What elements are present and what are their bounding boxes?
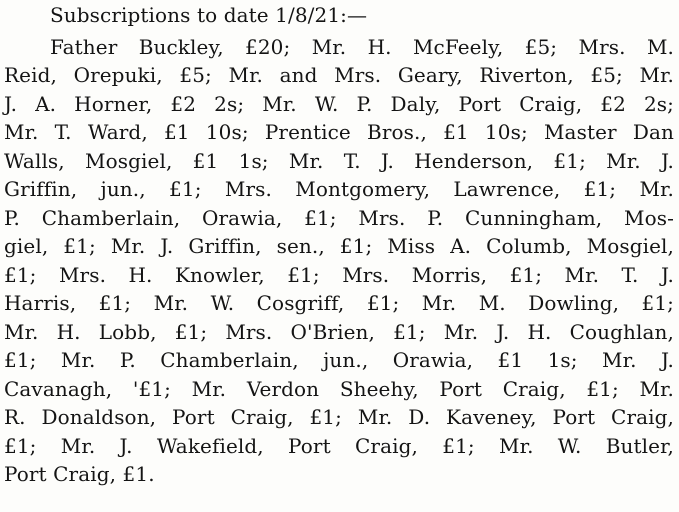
text-line: Cavanagh, '£1; Mr. Verdon Sheehy, Port Craig, £1; Mr. — [4, 377, 674, 401]
text-line: £1; Mr. J. Wakefield, Port Craig, £1; Mr. W. Butler, — [4, 434, 674, 458]
text-line: Father Buckley, £20; Mr. H. McFeely, £5; Mrs. M. — [50, 35, 674, 59]
text-line: £1; Mrs. H. Knowler, £1; Mrs. Morris, £1; Mr. T. J. — [4, 263, 674, 287]
text-line: P. Chamberlain, Orawia, £1; Mrs. P. Cunningham, Mos- — [4, 206, 674, 230]
text-line: Walls, Mosgiel, £1 1s; Mr. T. J. Henderson, £1; Mr. J. — [4, 149, 674, 173]
text-line: giel, £1; Mr. J. Griffin, sen., £1; Miss A. Columb, Mosgiel, — [4, 234, 674, 258]
text-line: Griffin, jun., £1; Mrs. Montgomery, Lawrence, £1; Mr. — [4, 177, 674, 201]
subscriptions-heading: Subscriptions to date 1/8/21:— — [50, 3, 368, 27]
text-line-last: Port Craig, £1. — [4, 462, 155, 486]
text-line: R. Donaldson, Port Craig, £1; Mr. D. Kaveney, Port Craig, — [4, 405, 674, 429]
text-line: J. A. Horner, £2 2s; Mr. W. P. Daly, Port Craig, £2 2s; — [4, 92, 674, 116]
text-line: Mr. T. Ward, £1 10s; Prentice Bros., £1 10s; Master Dan — [4, 120, 674, 144]
text-line: £1; Mr. P. Chamberlain, jun., Orawia, £1 1s; Mr. J. — [4, 348, 674, 372]
text-line: Mr. H. Lobb, £1; Mrs. O'Brien, £1; Mr. J. H. Coughlan, — [4, 320, 674, 344]
text-line: Reid, Orepuki, £5; Mr. and Mrs. Geary, Riverton, £5; Mr. — [4, 63, 674, 87]
text-line: Harris, £1; Mr. W. Cosgriff, £1; Mr. M. Dowling, £1; — [4, 291, 674, 315]
